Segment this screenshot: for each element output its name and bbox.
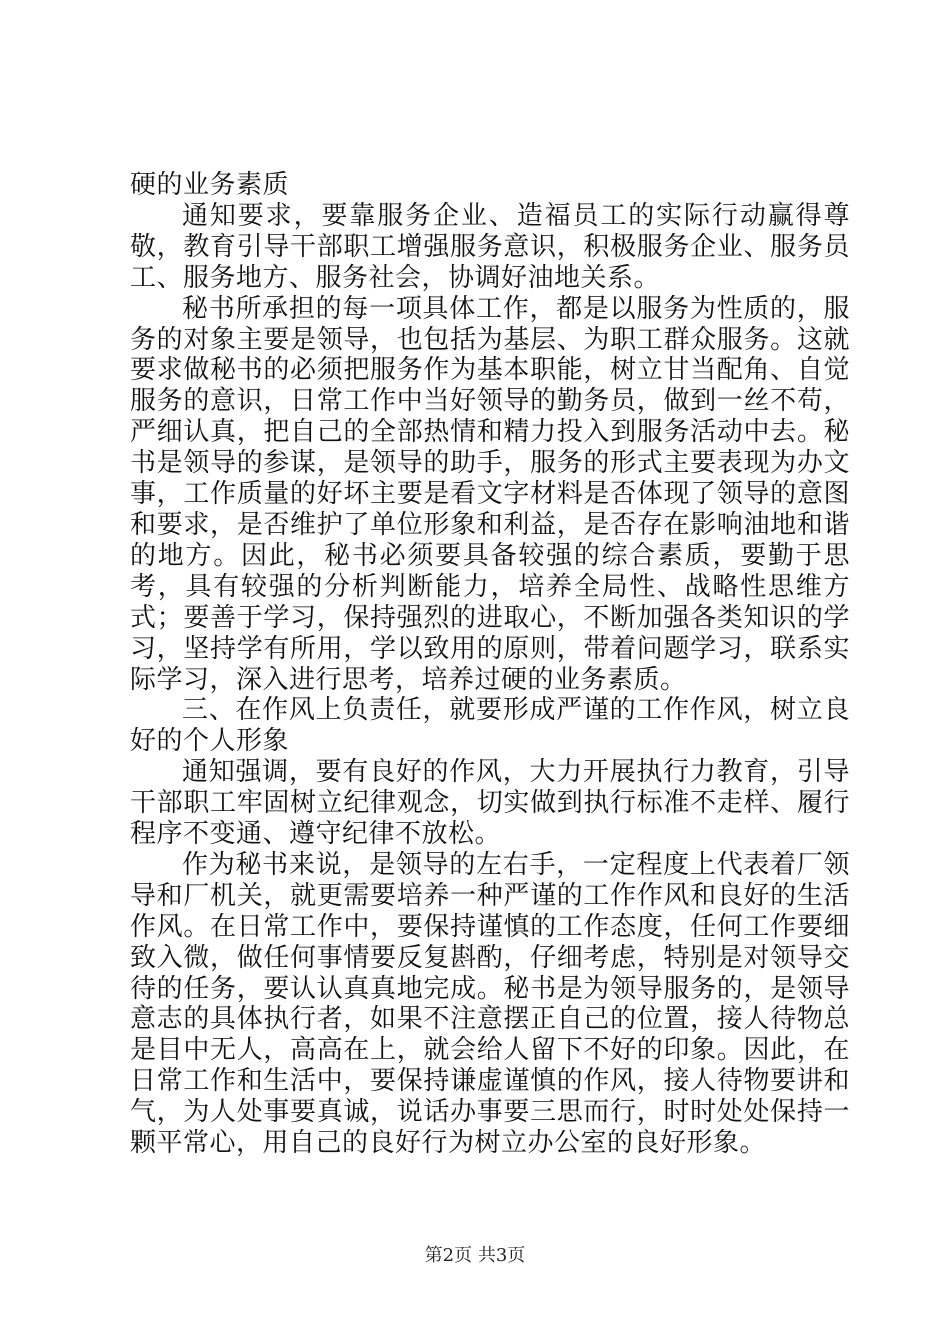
paragraph-notice-work-style: 通知强调，要有良好的作风，大力开展执行力教育，引导干部职工牢固树立纪律观念，切实做到执行标准不走样、履行程序不变通、遵守纪律不放松。 xyxy=(130,757,850,850)
paragraph-continuation: 硬的业务素质 xyxy=(130,170,290,200)
page-footer xyxy=(0,1244,950,1268)
paragraph-secretary-work-style: 作为秘书来说，是领导的左右手，一定程度上代表着厂领导和厂机关，就更需要培养一种严谨的工作作风和良好的生活作风。在日常工作中，要保持谨慎的工作态度，任何工作要细致入微，做任何事情要反复斟酌，仔细考虑，特别是对领导交待的任务，要认认真真地完成。秘书是为领导服务的，是领导意志的具体执行者，如果不注意摆正自己的位置，接人待物总是目中无人，高高在上，就会给人留下不好的印象。因此，在日常工作和生活中，要保持谦虚谨慎的作风，接人待物要讲和气，为人处事要真诚，说话办事要三思而行，时时处处保持一颗平常心，用自己的良好行为树立办公室的良好形象。 xyxy=(130,849,850,1159)
page-number-label: 第2页 共3页 xyxy=(424,1245,526,1266)
section-heading-work-style: 三、在作风上负责任，就要形成严谨的工作作风，树立良好的个人形象 xyxy=(130,695,850,757)
paragraph-notice-service: 通知要求，要靠服务企业、造福员工的实际行动赢得尊敬，教育引导干部职工增强服务意识，积极服务企业、服务员工、服务地方、服务社会，协调好油地关系。 xyxy=(130,200,850,293)
document-body xyxy=(130,170,850,1159)
paragraph-secretary-service: 秘书所承担的每一项具体工作，都是以服务为性质的，服务的对象主要是领导，也包括为基层、为职工群众服务。这就要求做秘书的必须把服务作为基本职能，树立甘当配角、自觉服务的意识，日常工作中当好领导的勤务员，做到一丝不苟，严细认真，把自己的全部热情和精力投入到服务活动中去。秘书是领导的参谋，是领导的助手，服务的形式主要表现为办文事，工作质量的好坏主要是看文字材料是否体现了领导的意图和要求，是否维护了单位形象和利益，是否存在影响油地和谐的地方。因此，秘书必须要具备较强的综合素质，要勤于思考，具有较强的分析判断能力，培养全局性、战略性思维方式；要善于学习，保持强烈的进取心，不断加强各类知识的学习，坚持学有所用，学以致用的原则，带着问题学习，联系实际学习，深入进行思考，培养过硬的业务素质。 xyxy=(130,293,850,695)
